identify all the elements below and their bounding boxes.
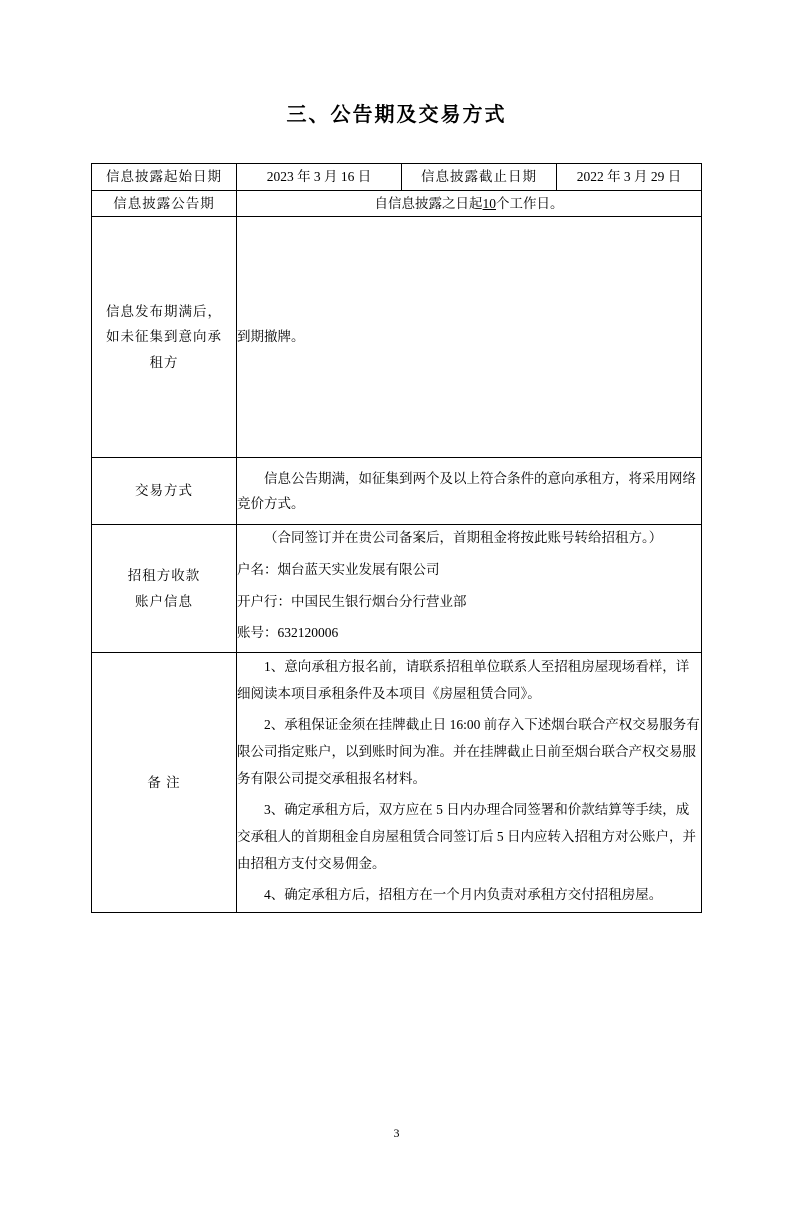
label-account-info (92, 525, 237, 653)
label-no-tenant-line1: 信息发布期满后， (106, 303, 222, 319)
value-disclosure-start-date: 2023 年 3 月 16 日 (237, 164, 402, 191)
value-trade-mode (237, 458, 702, 525)
remark-item: 4、确定承租方后，招租方在一个月内负责对承租方交付招租房屋。 (264, 886, 663, 902)
value-disclosure-end-date: 2022 年 3 月 29 日 (557, 164, 702, 191)
table-row-no-tenant (92, 217, 702, 458)
table-row-trade-mode (92, 458, 702, 525)
page-title: 三、公告期及交易方式 (286, 104, 507, 126)
label-account-info-line1: 招租方收款 (127, 567, 201, 583)
label-trade-mode: 交易方式 (92, 458, 237, 525)
account-number: 账号：632120006 (237, 625, 339, 641)
notice-period-prefix: 自信息披露之日起 (374, 195, 483, 211)
no-tenant-text: 到期撤牌。 (237, 329, 305, 345)
remark-item: 2、承租保证金须在挂牌截止日 16:00 前存入下述烟台联合产权交易服务有限公司指定账户，以到账时间为准。并在挂牌截止日前至烟台联合产权交易服务有限公司提交承租报名材料。 (237, 716, 700, 786)
table-row-account (92, 525, 702, 653)
label-no-tenant-line3: 租方 (149, 355, 179, 371)
announcement-table (91, 163, 702, 913)
account-bank: 开户行：中国民生银行烟台分行营业部 (237, 593, 467, 609)
table-row-disclosure-dates (92, 164, 702, 191)
label-account-info-line2: 账户信息 (135, 593, 193, 609)
notice-period-days: 10 (482, 195, 496, 211)
label-no-tenant-line2: 如未征集到意向承 (106, 329, 222, 345)
trade-mode-text: 信息公告期满，如征集到两个及以上符合条件的意向承租方，将采用网络竞价方式。 (237, 470, 696, 512)
value-notice-period (237, 190, 702, 217)
table-row-remarks (92, 652, 702, 912)
page-number: 3 (393, 1126, 400, 1140)
label-disclosure-end-date: 信息披露截止日期 (402, 164, 557, 191)
label-remarks: 备 注 (92, 652, 237, 912)
value-remarks (237, 652, 702, 912)
table-row-notice-period (92, 190, 702, 217)
account-holder: 户名：烟台蓝天实业发展有限公司 (237, 561, 440, 577)
document-page (0, 98, 793, 1220)
label-notice-period: 信息披露公告期 (92, 190, 237, 217)
label-disclosure-start-date: 信息披露起始日期 (92, 164, 237, 191)
value-account-info (237, 525, 702, 653)
value-no-tenant (237, 217, 702, 458)
remark-item: 3、确定承租方后，双方应在 5 日内办理合同签署和价款结算等手续，成交承租人的首期租金自房屋租赁合同签订后 5 日内应转入招租方对公账户，并由招租方支付交易佣金。 (237, 801, 696, 871)
label-no-tenant (92, 217, 237, 458)
notice-period-suffix: 个工作日。 (496, 195, 564, 211)
remark-item: 1、意向承租方报名前，请联系招租单位联系人至招租房屋现场看样，详细阅读本项目承租条件及本项目《房屋租赁合同》。 (237, 658, 690, 701)
account-note: （合同签订并在贵公司备案后，首期租金将按此账号转给招租方。） (264, 530, 663, 546)
